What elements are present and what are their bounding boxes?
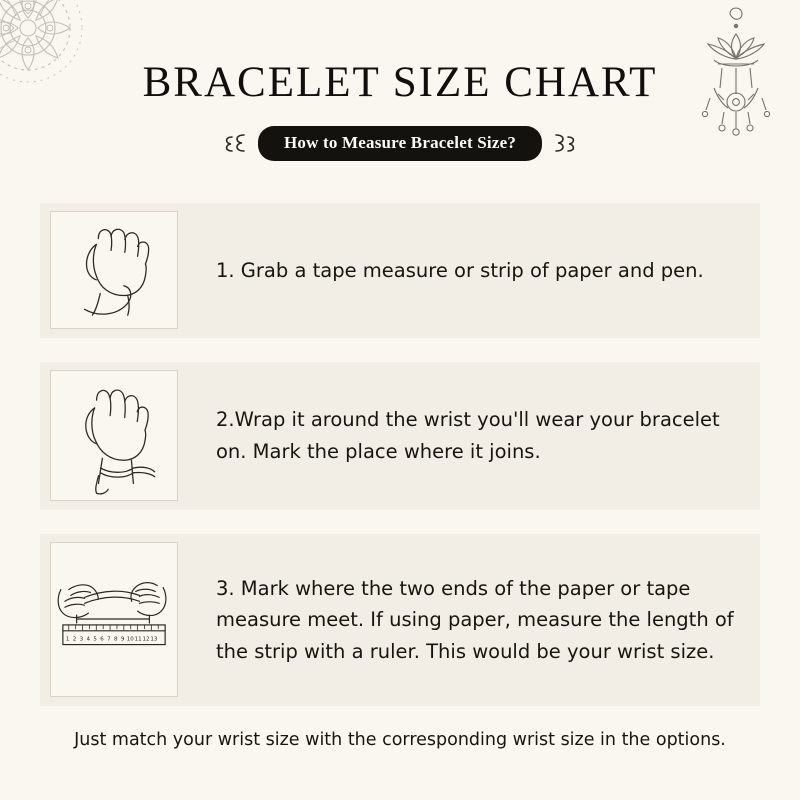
svg-text:8: 8 — [114, 636, 118, 643]
svg-text:13: 13 — [150, 636, 158, 643]
svg-text:2: 2 — [72, 636, 77, 643]
hands-measuring-strip-with-ruler-line-drawing — [50, 542, 178, 697]
svg-text:12: 12 — [142, 636, 150, 643]
page-title: BRACELET SIZE CHART — [142, 59, 658, 106]
svg-text:1: 1 — [65, 636, 70, 643]
svg-text:7: 7 — [107, 636, 111, 643]
step-2-text: 2.Wrap it around the wrist you'll wear your bracelet on. Mark the place where it joins. — [216, 408, 720, 463]
svg-text:9: 9 — [120, 636, 125, 643]
steps-list — [40, 203, 760, 730]
subtitle-pill: How to Measure Bracelet Size? — [258, 126, 542, 161]
list-item — [40, 362, 760, 510]
flourish-ornament-left-icon — [220, 131, 248, 157]
svg-text:5: 5 — [93, 636, 97, 643]
hand-with-tape-around-wrist-line-drawing — [50, 370, 178, 501]
svg-text:11: 11 — [134, 636, 142, 643]
step-1-text: 1. Grab a tape measure or strip of paper and pen. — [216, 258, 704, 282]
list-item — [40, 534, 760, 706]
hand-fist-line-drawing — [50, 211, 178, 329]
svg-text:4: 4 — [86, 636, 90, 643]
flourish-ornament-right-icon — [552, 131, 580, 157]
svg-text:6: 6 — [100, 636, 104, 643]
list-item — [40, 203, 760, 338]
footer-note: Just match your wrist size with the corresponding wrist size in the options. — [74, 730, 726, 750]
subtitle-row — [0, 126, 800, 161]
svg-text:3: 3 — [79, 636, 84, 643]
svg-text:10: 10 — [126, 636, 134, 643]
step-3-text: 3. Mark where the two ends of the paper or tape measure meet. If using paper, measure the length of the strip with a ruler. This would be your wrist size. — [216, 577, 734, 663]
